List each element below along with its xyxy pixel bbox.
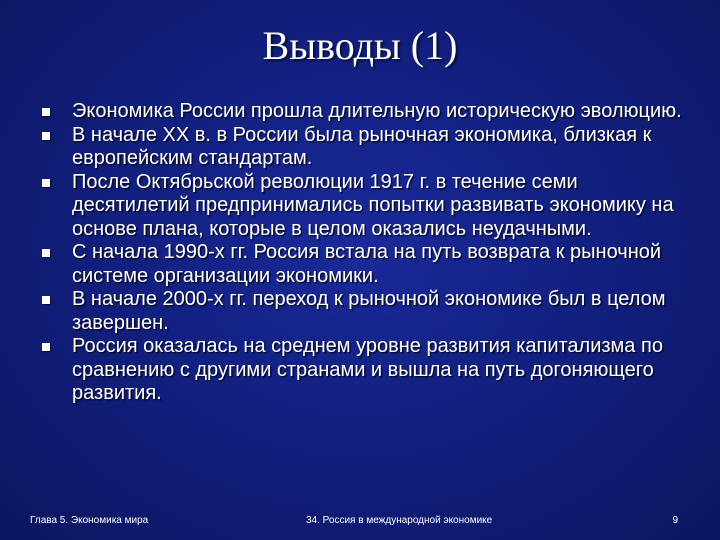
bullet-item <box>40 335 690 406</box>
bullet-text: В начале 2000-х гг. переход к рыночной экономике был в целом завершен. <box>72 288 666 334</box>
square-bullet-icon <box>42 179 50 187</box>
bullet-text: С начала 1990-х гг. Россия встала на путь возврата к рыночной системе организации экономики. <box>72 241 662 287</box>
bullet-item <box>40 124 690 171</box>
square-bullet-icon <box>42 296 50 304</box>
square-bullet-icon <box>42 343 50 351</box>
bullet-item <box>40 288 690 335</box>
bullet-list <box>40 100 690 406</box>
square-bullet-icon <box>42 249 50 257</box>
bullet-text: В начале XX в. в России была рыночная экономика, близкая к европейским стандартам. <box>72 123 652 169</box>
footer-section: 34. Россия в международной экономике <box>306 515 493 526</box>
bullet-text: После Октябрьской революции 1917 г. в течение семи десятилетий предпринимались попытки развивать экономику на основе плана, которые в целом оказались неудачными. <box>72 170 674 240</box>
square-bullet-icon <box>42 108 50 116</box>
page-number: 9 <box>672 515 678 526</box>
bullet-item <box>40 100 690 124</box>
bullet-item <box>40 171 690 242</box>
bullet-item <box>40 241 690 288</box>
bullet-text: Экономика России прошла длительную историческую эволюцию. <box>72 100 682 122</box>
square-bullet-icon <box>42 132 50 140</box>
bullet-text: Россия оказалась на среднем уровне развития капитализма по сравнению с другими странами и вышла на путь догоняющего развития. <box>72 335 663 404</box>
footer-chapter: Глава 5. Экономика мира <box>30 515 149 526</box>
slide-title: Выводы (1) <box>262 23 458 68</box>
